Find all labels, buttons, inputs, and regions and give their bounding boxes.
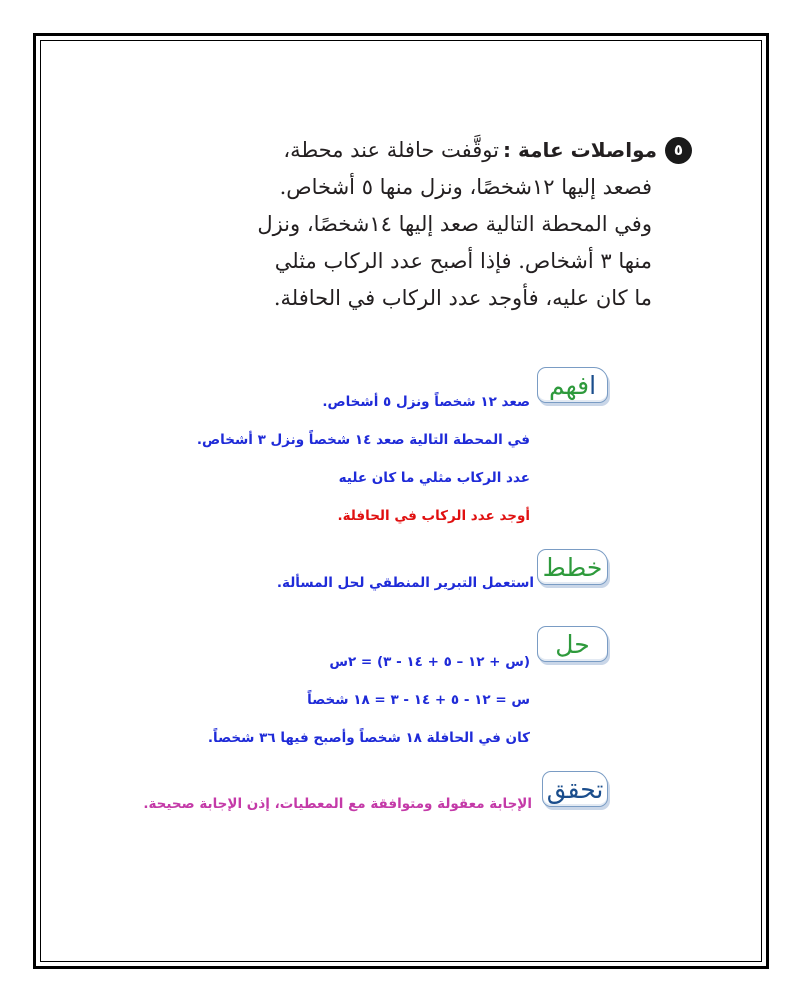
solve-icon-label: حل [555, 629, 590, 659]
understand-line: صعد ١٢ شخصاً ونزل ٥ أشخاص. [322, 394, 530, 410]
check-step-icon [542, 771, 608, 807]
plan-step-icon [537, 549, 608, 585]
check-line: الإجابة معقولة ومتوافقة مع المعطيات، إذن الإجابة صحيحة. [143, 796, 532, 812]
understand-step-icon [537, 367, 608, 403]
goal-line: أوجد عدد الركاب في الحافلة. [337, 508, 530, 524]
problem-line: منها ٣ أشخاص. فإذا أصبح عدد الركاب مثلي [274, 249, 652, 273]
understand-icon-label: افهم [548, 370, 597, 400]
problem-first-line [92, 132, 692, 169]
problem-number-badge: ٥ [665, 137, 692, 164]
check-icon-label: تحقق [546, 774, 604, 804]
understand-line: عدد الركاب مثلي ما كان عليه [338, 470, 530, 486]
plan-line: استعمل التبرير المنطقي لحل المسألة. [276, 575, 534, 591]
problem-line: ما كان عليه، فأوجد عدد الركاب في الحافلة. [273, 286, 652, 310]
problem-first-line-text: توقَّفت حافلة عند محطة، [283, 138, 499, 162]
solve-step-icon [537, 626, 608, 662]
solve-line: كان في الحافلة ١٨ شخصاً وأصبح فيها ٣٦ شخصاً. [207, 730, 530, 746]
problem-line: وفي المحطة التالية صعد إليها ١٤شخصًا، ونزل [257, 212, 652, 236]
problem-title: مواصلات عامة : [503, 138, 657, 162]
solve-line: س = ١٢ - ٥ + ١٤ - ٣ = ١٨ شخصاً [307, 692, 530, 708]
solve-line: (س + ١٢ – ٥ + ١٤ - ٣) = ٢س [329, 654, 530, 670]
plan-icon-label: خطط [542, 552, 603, 582]
understand-line: في المحطة التالية صعد ١٤ شخصاً ونزل ٣ أشخاص. [196, 432, 530, 448]
problem-statement [92, 132, 692, 317]
problem-line: فصعد إليها ١٢شخصًا، ونزل منها ٥ أشخاص. [279, 175, 652, 199]
